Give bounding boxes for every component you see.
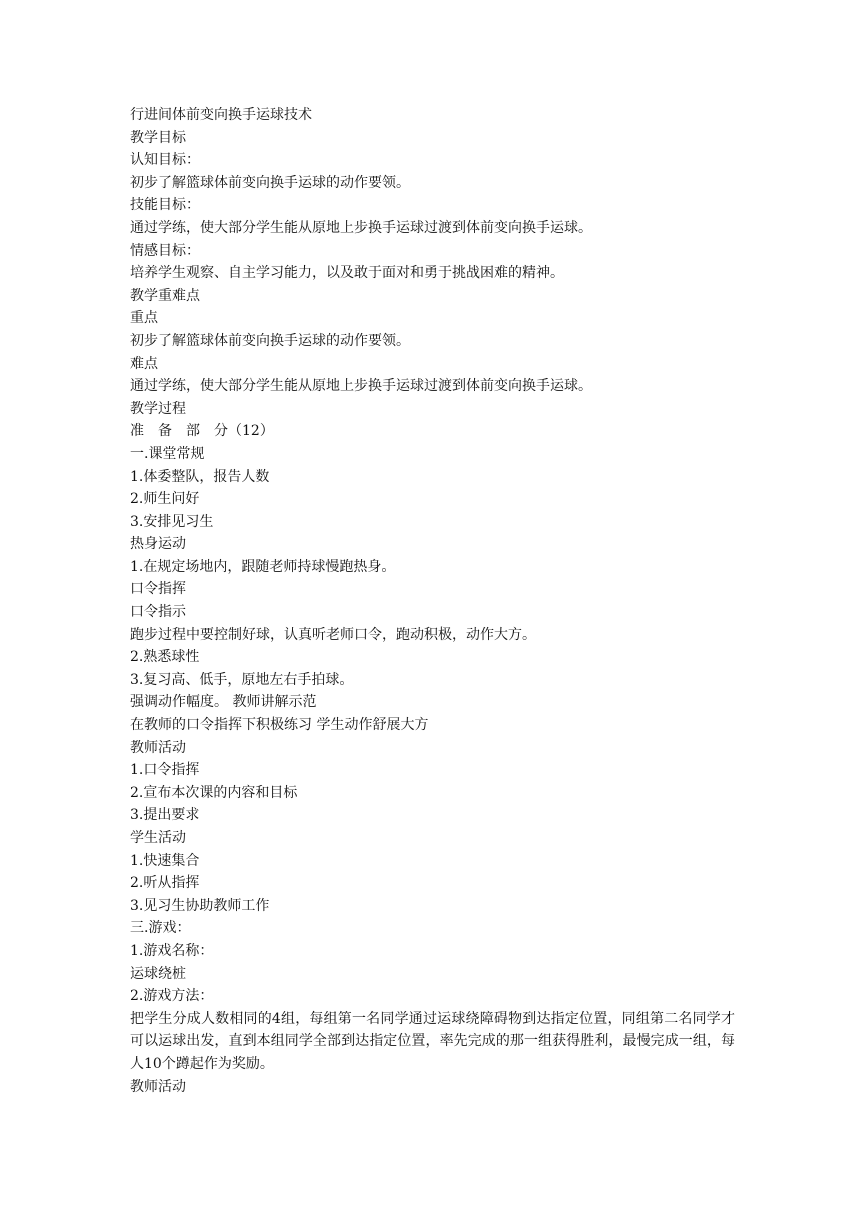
doc-title: 行进间体前变向换手运球技术 [130,107,312,123]
doc-line: 1.体委整队，报告人数 [130,468,270,485]
doc-line: 三.游戏： [130,920,191,937]
doc-line: 教师活动 [130,1078,186,1095]
section-heading: 教学过程 [130,400,186,417]
doc-line: 3.安排见习生 [130,513,214,530]
doc-line: 通过学练，使大部分学生能从原地上步换手运球过渡到体前变向换手运球。 [130,378,592,395]
doc-line: 一.课堂常规 [130,445,205,462]
doc-line: 培养学生观察、自主学习能力，以及敢于面对和勇于挑战困难的精神。 [130,265,564,282]
doc-line: 准 备 部 分（12） [130,423,274,440]
doc-line: 1.口令指挥 [130,762,200,779]
doc-line: 口令指挥 [130,581,186,598]
doc-line: 认知目标： [130,152,200,169]
doc-line: 在教师的口令指挥下积极练习 学生动作舒展大方 [130,717,429,734]
doc-line: 强调动作幅度。 教师讲解示范 [130,694,317,711]
section-heading: 教学重难点 [130,287,200,304]
doc-line: 口令指示 [130,604,186,621]
doc-line: 2.宣布本次课的内容和目标 [130,784,298,801]
doc-line: 2.听从指挥 [130,875,200,892]
doc-line: 通过学练，使大部分学生能从原地上步换手运球过渡到体前变向换手运球。 [130,219,592,236]
section-heading: 教学目标 [130,129,186,146]
doc-line: 1.快速集合 [130,852,200,869]
doc-line: 2.游戏方法： [130,988,214,1005]
doc-line: 情感目标： [130,242,200,259]
document-page [130,104,735,1098]
doc-line: 3.见习生协助教师工作 [130,897,270,914]
doc-line: 学生活动 [130,830,186,846]
doc-line: 初步了解篮球体前变向换手运球的动作要领。 [130,174,410,191]
doc-line: 初步了解篮球体前变向换手运球的动作要领。 [130,332,410,349]
doc-line: 跑步过程中要控制好球，认真听老师口令，跑动积极，动作大方。 [130,626,536,643]
doc-line: 2.师生问好 [130,491,200,508]
doc-line: 1.在规定场地内，跟随老师持球慢跑热身。 [130,558,396,575]
doc-line: 热身运动 [130,536,186,553]
doc-line: 教师活动 [130,739,186,756]
doc-line: 难点 [130,355,158,372]
doc-line: 技能目标： [130,197,200,214]
doc-line: 1.游戏名称： [130,942,214,959]
game-method-paragraph: 把学生分成人数相同的4组，每组第一名同学通过运球绕障碍物到达指定位置，同组第二名同学才可以运球出发，直到本组同学全部到达指定位置，率先完成的那一组获得胜利，最慢完成一组，每人10个蹲起作为奖励。 [130,1010,735,1072]
doc-line: 3.提出要求 [130,807,200,824]
doc-line: 3.复习高、低手，原地左右手拍球。 [130,671,354,688]
doc-line: 2.熟悉球性 [130,649,200,666]
doc-line: 运球绕桩 [130,965,186,982]
doc-line: 重点 [130,310,158,327]
